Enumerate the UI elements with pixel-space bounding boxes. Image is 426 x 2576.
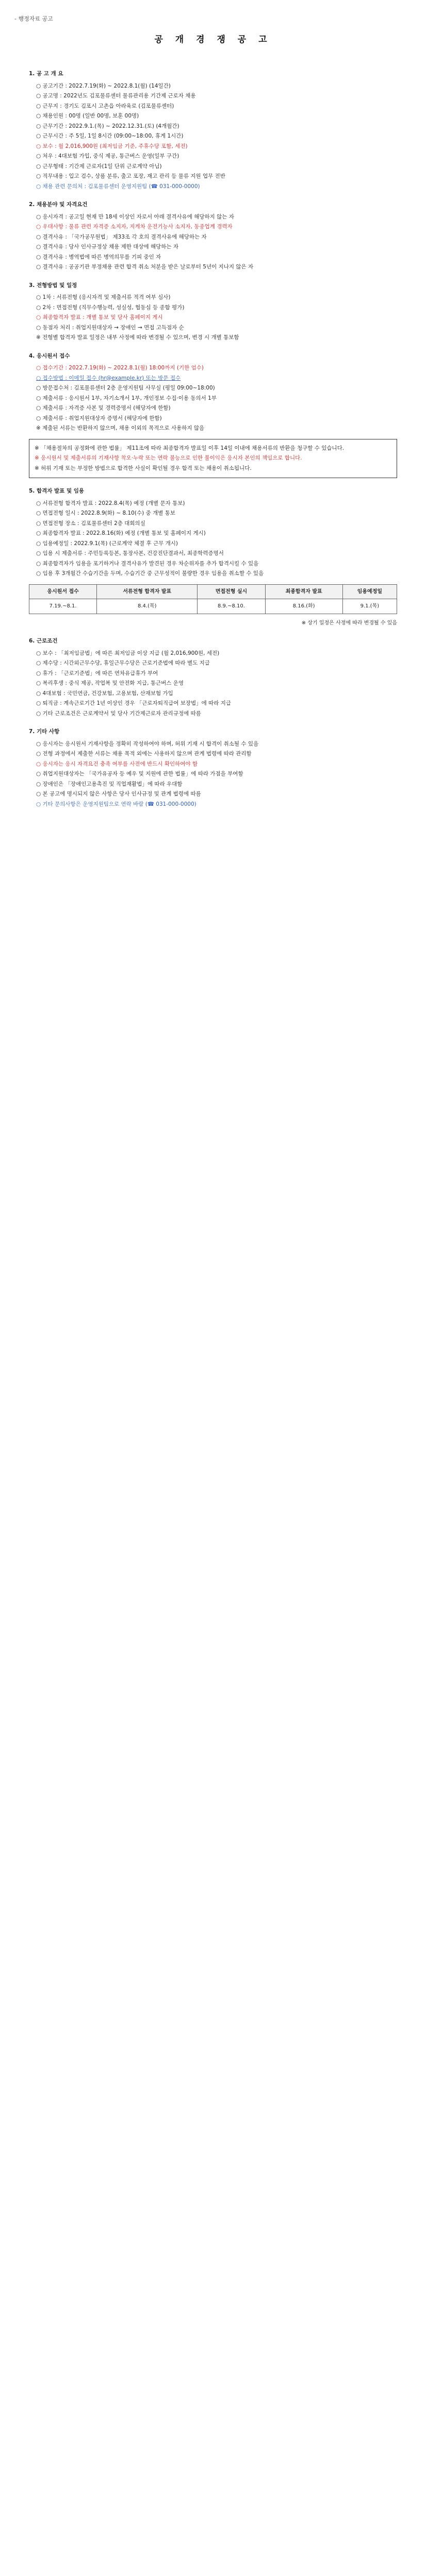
schedule-table	[29, 584, 397, 614]
body-line-contact: ○ 채용 관련 문의처 : 김포물류센터 운영지원팀 (☎ 031-000-0000)	[36, 183, 200, 190]
body-line: ○ 취업지원대상자는 「국가유공자 등 예우 및 지원에 관한 법률」에 따라 가점을 부여함	[36, 771, 243, 777]
body-line: ○ 1차 : 서류전형 (응시자격 및 제출서류 적격 여부 심사)	[36, 294, 171, 300]
table-header-cell: 응시원서 접수	[29, 584, 97, 599]
body-line: ○ 기타 근로조건은 근로계약서 및 당사 기간제근로자 관리규정에 따름	[36, 710, 201, 717]
section-qualifications	[29, 200, 397, 273]
table-header-cell: 면접전형 실시	[198, 584, 265, 599]
table-cell: 8.4.(목)	[97, 599, 198, 614]
body-line-highlight: ○ 접수기간 : 2022.7.19(화) ~ 2022.8.1(월) 18:00까지 (기한 엄수)	[36, 365, 204, 371]
section-title: 1. 공 고 개 요	[29, 71, 63, 77]
section-title: 2. 채용분야 및 자격요건	[29, 201, 88, 208]
body-line: ※ 전형별 합격자 발표 일정은 내부 사정에 따라 변경될 수 있으며, 변경 시 개별 통보함	[36, 334, 239, 341]
section-title: 5. 합격자 발표 및 임용	[29, 488, 85, 494]
table-header-cell: 서류전형 합격자 발표	[97, 584, 198, 599]
body-line: ○ 본 공고에 명시되지 않은 사항은 당사 인사규정 및 관계 법령에 따름	[36, 791, 201, 797]
body-line: ○ 동점자 처리 : 취업지원대상자 → 장애인 → 면접 고득점자 순	[36, 324, 184, 331]
section-title: 6. 근로조건	[29, 638, 58, 644]
body-line: ○ 휴가 : 「근로기준법」에 따른 연차유급휴가 부여	[36, 670, 158, 676]
table-header-cell: 임용예정일	[342, 584, 397, 599]
body-line: ○ 면접전형 일시 : 2022.8.9(화) ~ 8.10(수) 중 개별 통보	[36, 510, 175, 516]
body-line: ○ 퇴직금 : 계속근로기간 1년 이상인 경우 「근로자퇴직급여 보장법」에 따라 지급	[36, 700, 232, 706]
table-cell: 7.19.~8.1.	[29, 599, 97, 614]
table-row	[29, 599, 397, 614]
body-line: ○ 직무내용 : 입고 검수, 상품 분류, 출고 포장, 재고 관리 등 물류 지원 업무 전반	[36, 173, 225, 179]
body-line: ○ 복리후생 : 중식 제공, 작업복 및 안전화 지급, 통근버스 운영	[36, 680, 184, 686]
body-line: ○ 응시자는 응시원서 기재사항을 정확히 작성하여야 하며, 허위 기재 시 합격이 취소될 수 있음	[36, 740, 259, 747]
schedule-note: ※ 상기 일정은 사정에 따라 변경될 수 있음	[301, 620, 397, 626]
section-results	[29, 486, 397, 579]
body-line: ○ 최종합격자가 임용을 포기하거나 결격사유가 발견된 경우 차순위자를 추가 합격시킬 수 있음	[36, 560, 259, 567]
document-title: 공 개 경 쟁 공 고	[154, 35, 272, 45]
body-line: ※ 제출된 서류는 반환하지 않으며, 채용 이외의 목적으로 사용하지 않음	[36, 425, 205, 431]
body-line: ○ 2차 : 면접전형 (직무수행능력, 성실성, 협동심 등 종합 평가)	[36, 304, 185, 311]
body-line: ○ 전형 과정에서 제출한 서류는 채용 목적 외에는 사용하지 않으며 관계 법령에 따라 관리함	[36, 751, 252, 757]
body-line-email[interactable]: ○ 접수방법 : 이메일 접수 (hr@example.kr) 또는 방문 접수	[36, 375, 181, 381]
table-cell: 8.9.~8.10.	[198, 599, 265, 614]
notice-line-highlight: ※ 응시원서 및 제출서류의 기재사항 착오·누락 또는 연락 불능으로 인한 불이익은 응시자 본인의 책임으로 합니다.	[35, 455, 302, 461]
body-line-highlight: ○ 최종합격자 발표 : 개별 통보 및 당사 홈페이지 게시	[36, 314, 163, 320]
body-line: ○ 4대보험 : 국민연금, 건강보험, 고용보험, 산재보험 가입	[36, 690, 173, 697]
body-line-contact: ○ 기타 문의사항은 운영지원팀으로 연락 바람 (☎ 031-000-0000)	[36, 801, 196, 807]
body-line: ○ 제출서류 : 자격증 사본 및 경력증명서 (해당자에 한함)	[36, 405, 171, 411]
body-line: ○ 임용 시 제출서류 : 주민등록등본, 통장사본, 건강진단결과서, 최종학력증명서	[36, 550, 224, 556]
table-header-row	[29, 584, 397, 599]
body-line: ○ 결격사유 : 당사 인사규정상 채용 제한 대상에 해당하는 자	[36, 244, 179, 250]
body-line: ○ 제출서류 : 취업지원대상자 증명서 (해당자에 한함)	[36, 415, 162, 421]
body-line-highlight: ○ 보수 : 월 2,016,900원 (최저임금 기준, 주휴수당 포함, 세전)	[36, 143, 188, 149]
body-line: ○ 응시자격 : 공고일 현재 만 18세 이상인 자로서 아래 결격사유에 해당하지 않는 자	[36, 213, 234, 220]
body-line: ○ 근무시간 : 주 5일, 1일 8시간 (09:00~18:00, 휴게 1시간)	[36, 133, 184, 139]
body-line: ○ 근무지 : 경기도 김포시 고촌읍 아라육로 (김포물류센터)	[36, 103, 174, 109]
body-line: ○ 제수당 : 시간외근무수당, 휴일근무수당은 근로기준법에 따라 별도 지급	[36, 660, 210, 666]
body-line: ○ 근무형태 : 기간제 근로자(1일 단위 근로계약 아님)	[36, 163, 162, 170]
table-header-cell: 최종합격자 발표	[265, 584, 342, 599]
body-line-highlight: ○ 우대사항 : 물류 관련 자격증 소지자, 지게차 운전기능사 소지자, 동종업계 경력자	[36, 224, 233, 230]
body-line: ○ 결격사유 : 「국가공무원법」 제33조 각 호의 결격사유에 해당하는 자	[36, 233, 207, 240]
notice-box	[29, 439, 397, 479]
body-line: ○ 방문접수처 : 김포물류센터 2층 운영지원팀 사무실 (평일 09:00~18:00)	[36, 385, 215, 391]
section-conditions	[29, 636, 397, 719]
section-application	[29, 351, 397, 434]
table-cell: 8.16.(화)	[265, 599, 342, 614]
body-line-highlight: ○ 응시자는 응시 자격요건 충족 여부를 사전에 반드시 확인하여야 함	[36, 760, 198, 767]
section-title: 3. 전형방법 및 일정	[29, 282, 77, 289]
body-line: ○ 공고기간 : 2022.7.19(화) ~ 2022.8.1(월) (14일간)	[36, 82, 171, 89]
section-overview	[29, 69, 397, 192]
body-line: ○ 면접전형 장소 : 김포물류센터 2층 대회의실	[36, 520, 145, 527]
body-line: ○ 임용 후 3개월간 수습기간을 두며, 수습기간 중 근무성적이 불량한 경우 임용을 취소할 수 있음	[36, 570, 264, 577]
body-line: ○ 결격사유 : 공공기관 부정채용 관련 합격 취소 처분을 받은 날로부터 5년이 지나지 않은 자	[36, 264, 254, 270]
body-line: ○ 채용인원 : 00명 (일반 00명, 보훈 00명)	[36, 113, 139, 119]
document-type-note: - 행정자료 공고	[14, 15, 53, 22]
body-line: ○ 근무기간 : 2022.9.1.(목) ~ 2022.12.31.(토) (4개월간)	[36, 123, 179, 129]
section-title: 7. 기타 사항	[29, 728, 60, 735]
body-line: ○ 장애인은 「장애인고용촉진 및 직업재활법」에 따라 우대함	[36, 781, 183, 787]
body-line: ○ 결격사유 : 병역법에 따른 병역의무를 기피 중인 자	[36, 253, 161, 260]
section-misc	[29, 727, 397, 809]
section-procedure	[29, 281, 397, 343]
table-cell: 9.1.(목)	[342, 599, 397, 614]
body-line: ○ 최종합격자 발표 : 2022.8.16(화) 예정 (개별 통보 및 홈페이지 게시)	[36, 530, 206, 536]
body-line: ○ 보수 : 「최저임금법」에 따른 최저임금 이상 지급 (월 2,016,900원, 세전)	[36, 650, 220, 656]
body-line: ○ 제출서류 : 응시원서 1부, 자기소개서 1부, 개인정보 수집·이용 동의서 1부	[36, 395, 217, 401]
notice-line: ※ 허위 기재 또는 부정한 방법으로 합격한 사실이 확인될 경우 합격 또는 채용이 취소됩니다.	[35, 465, 252, 471]
section-title: 4. 응시원서 접수	[29, 352, 70, 359]
body-line: ○ 처우 : 4대보험 가입, 중식 제공, 통근버스 운영(일부 구간)	[36, 153, 179, 159]
document-body	[29, 61, 397, 809]
notice-line: ※ 「채용절차의 공정화에 관한 법률」 제11조에 따라 최종합격자 발표일 이후 14일 이내에 채용서류의 반환을 청구할 수 있습니다.	[35, 445, 345, 451]
body-line: ○ 서류전형 합격자 발표 : 2022.8.4(목) 예정 (개별 문자 통보)	[36, 500, 185, 506]
body-line: ○ 임용예정일 : 2022.9.1(목) (근로계약 체결 후 근무 개시)	[36, 540, 178, 547]
body-line: ○ 공고명 : 2022년도 김포물류센터 물류관리용 기간제 근로자 채용	[36, 93, 196, 99]
